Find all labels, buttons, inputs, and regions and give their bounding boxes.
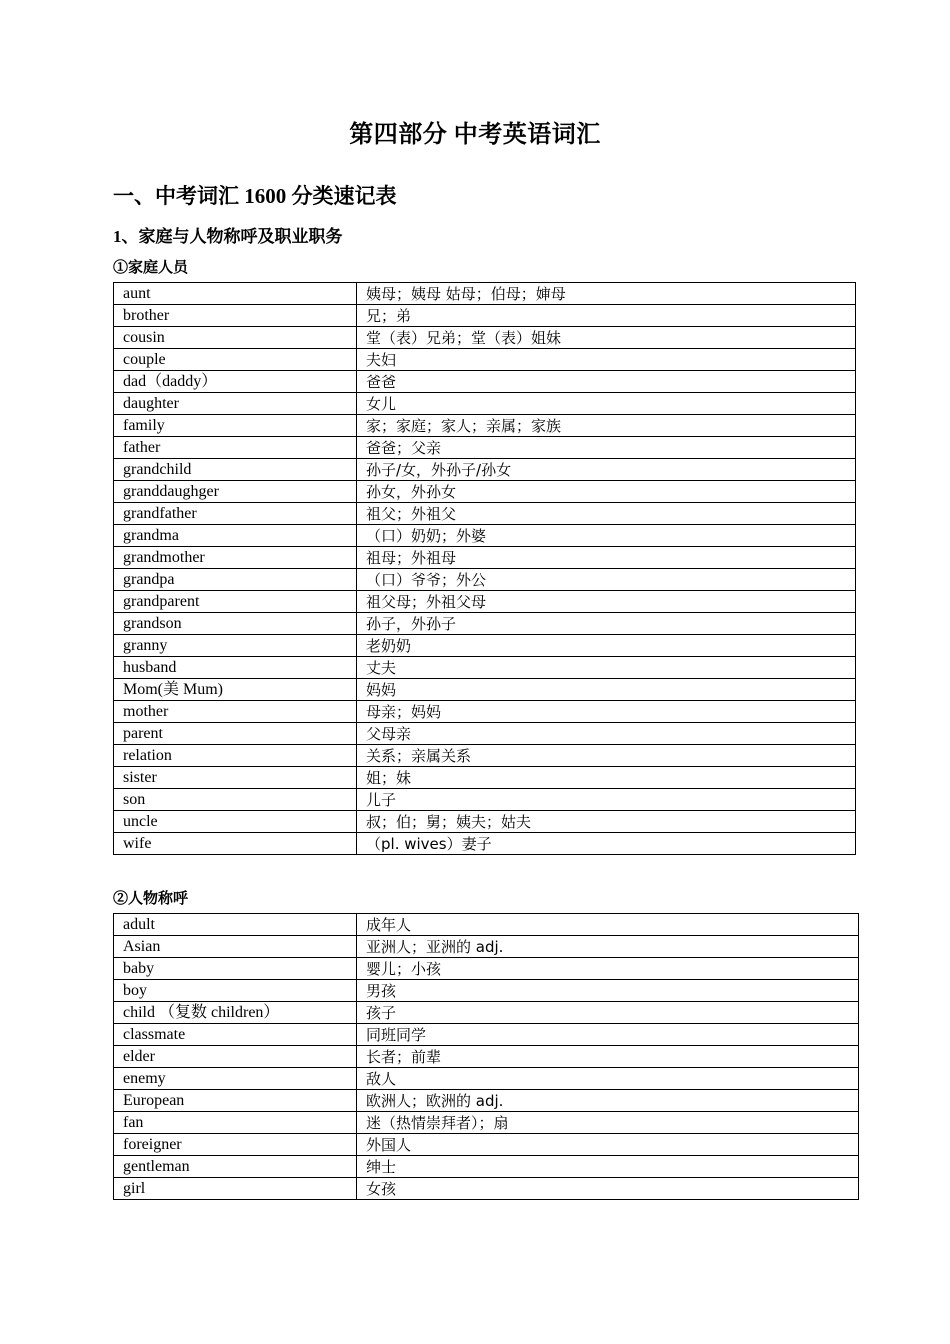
table-row	[114, 745, 856, 767]
english-word: family	[114, 415, 357, 437]
table-row	[114, 1134, 859, 1156]
table-row	[114, 371, 856, 393]
english-word: girl	[114, 1178, 357, 1200]
table-row	[114, 657, 856, 679]
chinese-meaning: 姐；妹	[357, 767, 856, 789]
english-word: husband	[114, 657, 357, 679]
chinese-meaning: 丈夫	[357, 657, 856, 679]
chinese-meaning: 迷（热情崇拜者）；扇	[357, 1112, 859, 1134]
table-row	[114, 525, 856, 547]
table-row	[114, 1112, 859, 1134]
chinese-meaning: 姨母；姨母 姑母；伯母；婶母	[357, 283, 856, 305]
english-word: fan	[114, 1112, 357, 1134]
english-word: mother	[114, 701, 357, 723]
table-row	[114, 327, 856, 349]
english-word: gentleman	[114, 1156, 357, 1178]
chinese-meaning: 孙女，外孙女	[357, 481, 856, 503]
table-row	[114, 936, 859, 958]
vocab-table-people	[113, 913, 859, 1200]
english-word: grandson	[114, 613, 357, 635]
table-row	[114, 349, 856, 371]
english-word: enemy	[114, 1068, 357, 1090]
chinese-meaning: 男孩	[357, 980, 859, 1002]
chinese-meaning: 祖父母；外祖父母	[357, 591, 856, 613]
table-row	[114, 980, 859, 1002]
english-word: brother	[114, 305, 357, 327]
chinese-meaning: （口）爷爷；外公	[357, 569, 856, 591]
table-row	[114, 635, 856, 657]
chinese-meaning: 爸爸；父亲	[357, 437, 856, 459]
chinese-meaning: 母亲；妈妈	[357, 701, 856, 723]
chinese-meaning: 成年人	[357, 914, 859, 936]
english-word: dad（daddy）	[114, 371, 357, 393]
chinese-meaning: 父母亲	[357, 723, 856, 745]
chinese-meaning: 亚洲人；亚洲的 adj.	[357, 936, 859, 958]
english-word: grandma	[114, 525, 357, 547]
table-row	[114, 283, 856, 305]
english-word: granny	[114, 635, 357, 657]
english-word: granddaughger	[114, 481, 357, 503]
chinese-meaning: 婴儿；小孩	[357, 958, 859, 980]
table-row	[114, 1024, 859, 1046]
table-row	[114, 415, 856, 437]
english-word: wife	[114, 833, 357, 855]
chinese-meaning: 爸爸	[357, 371, 856, 393]
table-row	[114, 723, 856, 745]
chinese-meaning: （口）奶奶；外婆	[357, 525, 856, 547]
english-word: daughter	[114, 393, 357, 415]
chinese-meaning: 叔；伯；舅；姨夫；姑夫	[357, 811, 856, 833]
table-row	[114, 437, 856, 459]
chinese-meaning: 祖父；外祖父	[357, 503, 856, 525]
table-row	[114, 503, 856, 525]
chinese-meaning: 祖母；外祖母	[357, 547, 856, 569]
chinese-meaning: 堂（表）兄弟；堂（表）姐妹	[357, 327, 856, 349]
table-row	[114, 679, 856, 701]
english-word: child （复数 children）	[114, 1002, 357, 1024]
english-word: sister	[114, 767, 357, 789]
chinese-meaning: 老奶奶	[357, 635, 856, 657]
english-word: foreigner	[114, 1134, 357, 1156]
english-word: elder	[114, 1046, 357, 1068]
chinese-meaning: 孩子	[357, 1002, 859, 1024]
chinese-meaning: 女儿	[357, 393, 856, 415]
english-word: grandmother	[114, 547, 357, 569]
chinese-meaning: 长者；前辈	[357, 1046, 859, 1068]
chinese-meaning: 妈妈	[357, 679, 856, 701]
table-row	[114, 547, 856, 569]
english-word: classmate	[114, 1024, 357, 1046]
chinese-meaning: 欧洲人；欧洲的 adj.	[357, 1090, 859, 1112]
chinese-meaning: 同班同学	[357, 1024, 859, 1046]
chinese-meaning: 儿子	[357, 789, 856, 811]
group-heading-people: ②人物称呼	[113, 891, 189, 907]
table-row	[114, 767, 856, 789]
page-title: 第四部分 中考英语词汇	[349, 122, 601, 148]
english-word: relation	[114, 745, 357, 767]
table-row	[114, 701, 856, 723]
chinese-meaning: 外国人	[357, 1134, 859, 1156]
subsection-heading: 1、家庭与人物称呼及职业职务	[113, 227, 343, 246]
chinese-meaning: 孙子，外孙子	[357, 613, 856, 635]
table-row	[114, 1156, 859, 1178]
chinese-meaning: 夫妇	[357, 349, 856, 371]
english-word: son	[114, 789, 357, 811]
english-word: grandchild	[114, 459, 357, 481]
table-row	[114, 1068, 859, 1090]
table-row	[114, 1046, 859, 1068]
english-word: uncle	[114, 811, 357, 833]
chinese-meaning: 家；家庭；家人；亲属；家族	[357, 415, 856, 437]
chinese-meaning: 兄；弟	[357, 305, 856, 327]
table-row	[114, 1178, 859, 1200]
table-row	[114, 459, 856, 481]
english-word: grandparent	[114, 591, 357, 613]
table-row	[114, 591, 856, 613]
chinese-meaning: 孙子/女，外孙子/孙女	[357, 459, 856, 481]
table-row	[114, 305, 856, 327]
english-word: parent	[114, 723, 357, 745]
chinese-meaning: 关系；亲属关系	[357, 745, 856, 767]
table-row	[114, 393, 856, 415]
section-heading: 一、中考词汇 1600 分类速记表	[113, 184, 397, 208]
english-word: aunt	[114, 283, 357, 305]
english-word: grandpa	[114, 569, 357, 591]
english-word: baby	[114, 958, 357, 980]
english-word: couple	[114, 349, 357, 371]
table-row	[114, 833, 856, 855]
table-row	[114, 569, 856, 591]
english-word: cousin	[114, 327, 357, 349]
english-word: boy	[114, 980, 357, 1002]
english-word: father	[114, 437, 357, 459]
table-row	[114, 481, 856, 503]
chinese-meaning: （pl. wives）妻子	[357, 833, 856, 855]
english-word: European	[114, 1090, 357, 1112]
table-row	[114, 958, 859, 980]
table-row	[114, 613, 856, 635]
english-word: grandfather	[114, 503, 357, 525]
table-row	[114, 1090, 859, 1112]
chinese-meaning: 绅士	[357, 1156, 859, 1178]
chinese-meaning: 女孩	[357, 1178, 859, 1200]
english-word: Asian	[114, 936, 357, 958]
english-word: adult	[114, 914, 357, 936]
table-row	[114, 914, 859, 936]
vocab-table-family	[113, 282, 856, 855]
english-word: Mom(美 Mum)	[114, 679, 357, 701]
chinese-meaning: 敌人	[357, 1068, 859, 1090]
table-row	[114, 811, 856, 833]
group-heading-family: ①家庭人员	[113, 260, 189, 276]
table-row	[114, 1002, 859, 1024]
table-row	[114, 789, 856, 811]
